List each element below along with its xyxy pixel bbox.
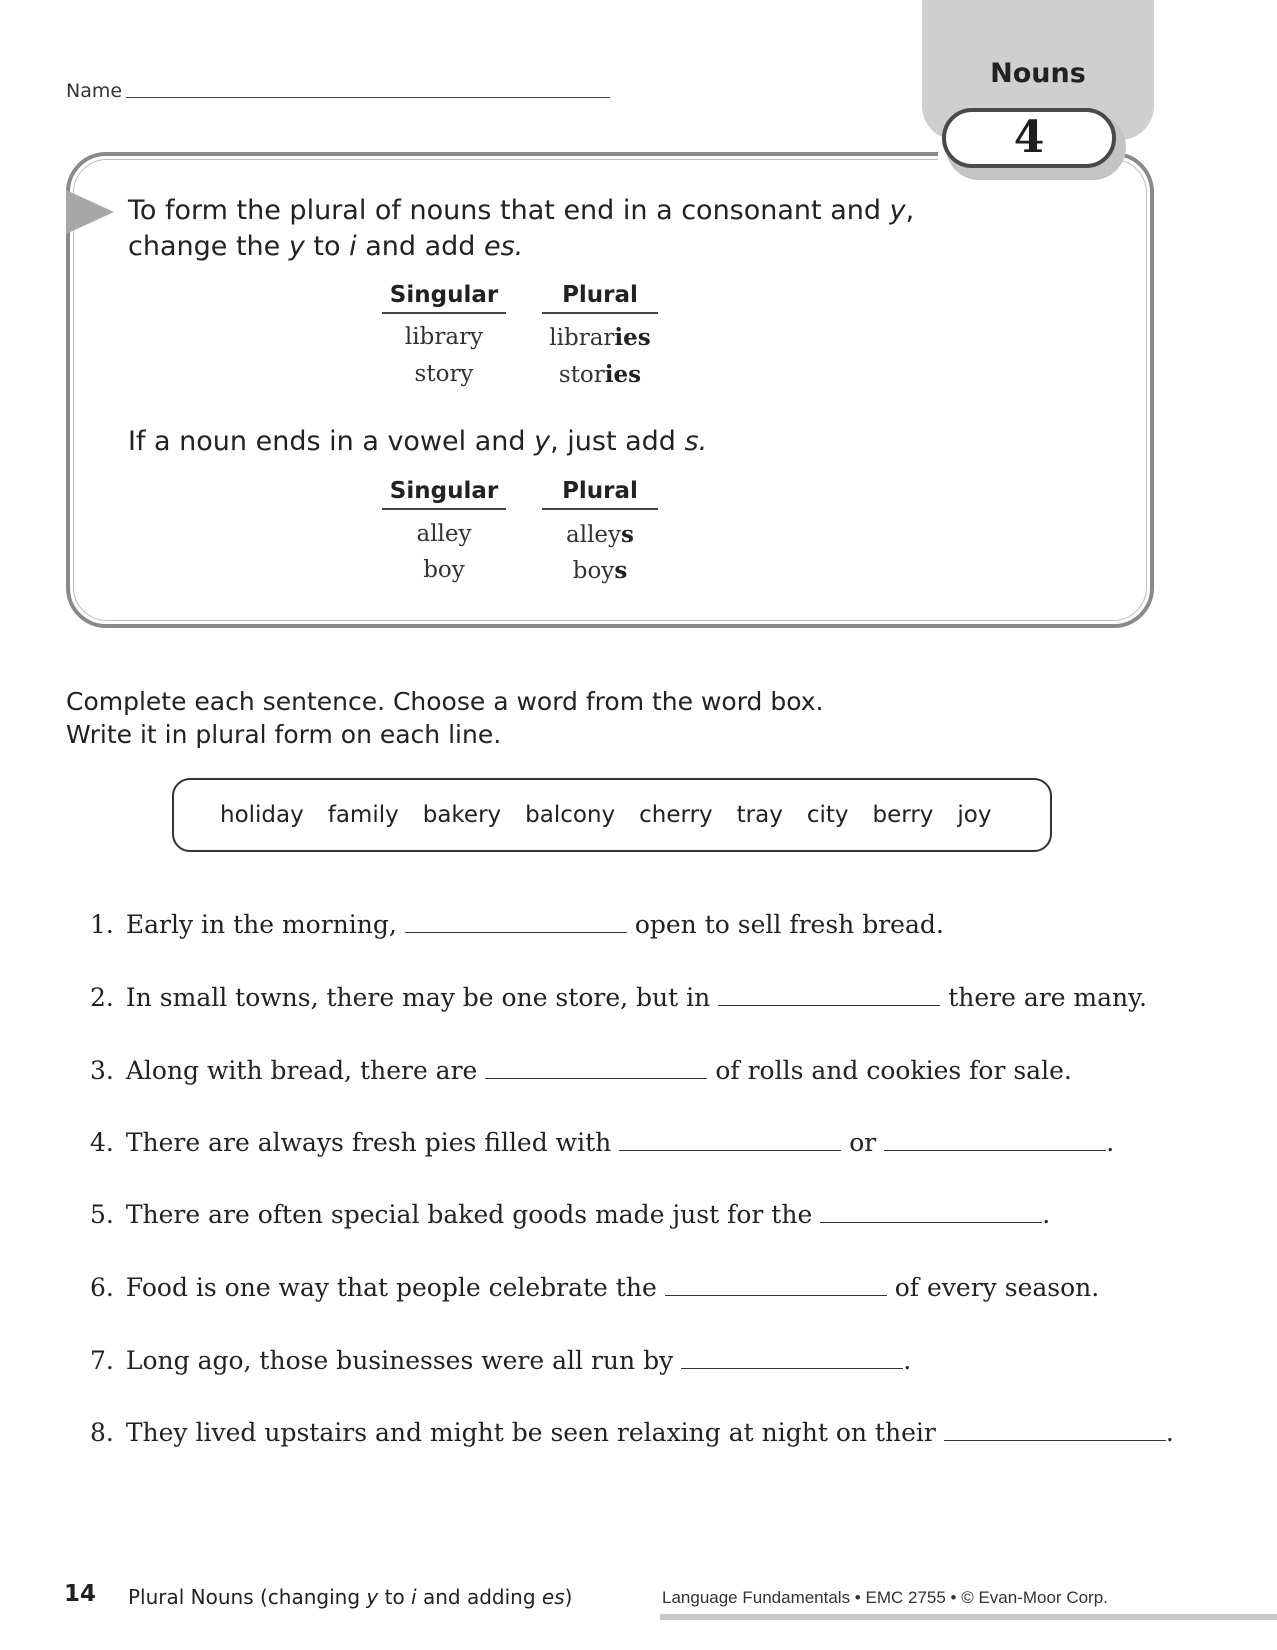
name-line[interactable] <box>126 97 610 98</box>
sentence-text: They lived upstairs and might be seen relaxing at night on their <box>125 1418 936 1447</box>
sentence-number: 3. <box>90 1056 114 1085</box>
table1-plural-header: Plural <box>542 282 658 314</box>
rule-text: , <box>905 195 915 226</box>
sentence-4 <box>90 1128 1190 1157</box>
sentence-text: Food is one way that people celebrate the <box>125 1273 657 1302</box>
unit-number: 4 <box>942 108 1116 168</box>
rule-vowel-y <box>128 424 1028 460</box>
plural-ending: s <box>621 521 634 548</box>
sentence-5 <box>90 1200 1190 1229</box>
answer-blank[interactable] <box>681 1368 903 1369</box>
table2-plural-cell <box>542 521 658 548</box>
unit-title: Nouns <box>990 58 1086 89</box>
word-box-item: tray <box>736 802 783 828</box>
rule-text-italic: es. <box>484 231 524 262</box>
sentence-number: 5. <box>90 1200 114 1229</box>
word-box-item: joy <box>957 802 992 828</box>
answer-blank[interactable] <box>944 1440 1166 1441</box>
rule-text: to <box>304 231 350 262</box>
sentence-text: or <box>849 1128 877 1157</box>
footer-topic <box>128 1585 572 1609</box>
instructions <box>66 685 1066 751</box>
sentence-text: . <box>1165 1418 1174 1447</box>
sentence-number: 7. <box>90 1346 114 1375</box>
sentence-text: There are always fresh pies filled with <box>125 1128 612 1157</box>
sentence-6 <box>90 1273 1190 1302</box>
word-box-item: city <box>806 802 849 828</box>
rule-text: change the <box>128 231 289 262</box>
sentence-number: 2. <box>90 983 114 1012</box>
answer-blank[interactable] <box>485 1078 707 1079</box>
arrow-icon <box>66 190 114 234</box>
plural-ending: ies <box>614 324 651 351</box>
word-box-item: family <box>327 802 399 828</box>
sentence-number: 6. <box>90 1273 114 1302</box>
plural-stem: librar <box>549 325 615 351</box>
footer-text: and adding <box>416 1585 542 1609</box>
rule-consonant-y <box>128 193 1028 265</box>
plural-stem: stor <box>558 362 605 388</box>
table1-plural-cell <box>542 324 658 351</box>
instructions-line: Complete each sentence. Choose a word from the word box. <box>66 687 824 716</box>
answer-blank[interactable] <box>619 1150 841 1151</box>
sentence-number: 1. <box>90 910 114 939</box>
footer-text: ) <box>564 1585 573 1609</box>
sentence-number: 8. <box>90 1418 114 1447</box>
plural-stem: alley <box>566 522 622 548</box>
footer-credit: Language Fundamentals • EMC 2755 • © Evan-Moor Corp. <box>662 1588 1108 1607</box>
word-box-item: bakery <box>422 802 502 828</box>
footer-text: Plural Nouns (changing <box>128 1585 367 1609</box>
rule-text: and add <box>356 231 484 262</box>
answer-blank[interactable] <box>718 1005 940 1006</box>
table1-singular-header: Singular <box>382 282 506 314</box>
sentence-text: Along with bread, there are <box>125 1056 478 1085</box>
rule-text: To form the plural of nouns that end in a consonant and <box>128 195 890 226</box>
answer-blank[interactable] <box>884 1150 1106 1151</box>
word-box-item: holiday <box>220 802 304 828</box>
sentence-text: There are often special baked goods made just for the <box>125 1200 813 1229</box>
table2-plural-cell <box>542 557 658 584</box>
table1-plural-cell <box>542 361 658 388</box>
rule-text: If a noun ends in a vowel and <box>128 426 535 457</box>
table2-singular-cell: alley <box>416 521 472 547</box>
rule-text-italic: y <box>288 231 305 262</box>
rule-text-italic: s. <box>684 426 708 457</box>
sentence-text: . <box>1106 1128 1115 1157</box>
rule-text-italic: y <box>534 426 551 457</box>
word-box <box>172 778 1052 852</box>
sentence-text: . <box>1042 1200 1051 1229</box>
sentence-text: open to sell fresh bread. <box>634 910 944 939</box>
table1-singular-cell: story <box>414 361 474 387</box>
plural-ending: ies <box>604 361 642 388</box>
footer-text-italic: i <box>411 1585 417 1609</box>
sentence-text: . <box>903 1346 912 1375</box>
table2-singular-cell: boy <box>423 557 465 583</box>
word-box-item: balcony <box>525 802 616 828</box>
name-label: Name <box>66 80 123 102</box>
sentence-text: Long ago, those businesses were all run by <box>125 1346 674 1375</box>
sentence-7 <box>90 1346 1190 1375</box>
rule-text-italic: y <box>889 195 906 226</box>
instructions-line: Write it in plural form on each line. <box>66 720 502 749</box>
rule-text-italic: i <box>349 231 357 262</box>
table2-singular-header: Singular <box>382 478 506 510</box>
sentence-8 <box>90 1418 1190 1447</box>
table1-singular-cell: library <box>404 324 484 350</box>
table2-plural-header: Plural <box>542 478 658 510</box>
word-box-item: cherry <box>639 802 713 828</box>
answer-blank[interactable] <box>405 932 627 933</box>
rule-text: , just add <box>550 426 685 457</box>
sentence-text: of every season. <box>894 1273 1100 1302</box>
answer-blank[interactable] <box>665 1295 887 1296</box>
footer-rule <box>660 1614 1277 1620</box>
sentence-1 <box>90 910 1190 939</box>
sentence-text: there are many. <box>948 983 1147 1012</box>
footer-text-italic: es <box>541 1585 565 1609</box>
sentence-3 <box>90 1056 1190 1085</box>
sentence-number: 4. <box>90 1128 114 1157</box>
word-box-item: berry <box>872 802 934 828</box>
footer-text: to <box>378 1585 412 1609</box>
sentence-text: Early in the morning, <box>125 910 397 939</box>
page-number: 14 <box>64 1581 97 1607</box>
footer-text-italic: y <box>366 1585 379 1609</box>
sentence-text: of rolls and cookies for sale. <box>715 1056 1072 1085</box>
answer-blank[interactable] <box>820 1222 1042 1223</box>
sentence-2 <box>90 983 1190 1012</box>
plural-ending: s <box>614 557 628 584</box>
plural-stem: boy <box>572 558 615 584</box>
sentence-text: In small towns, there may be one store, but in <box>125 983 711 1012</box>
